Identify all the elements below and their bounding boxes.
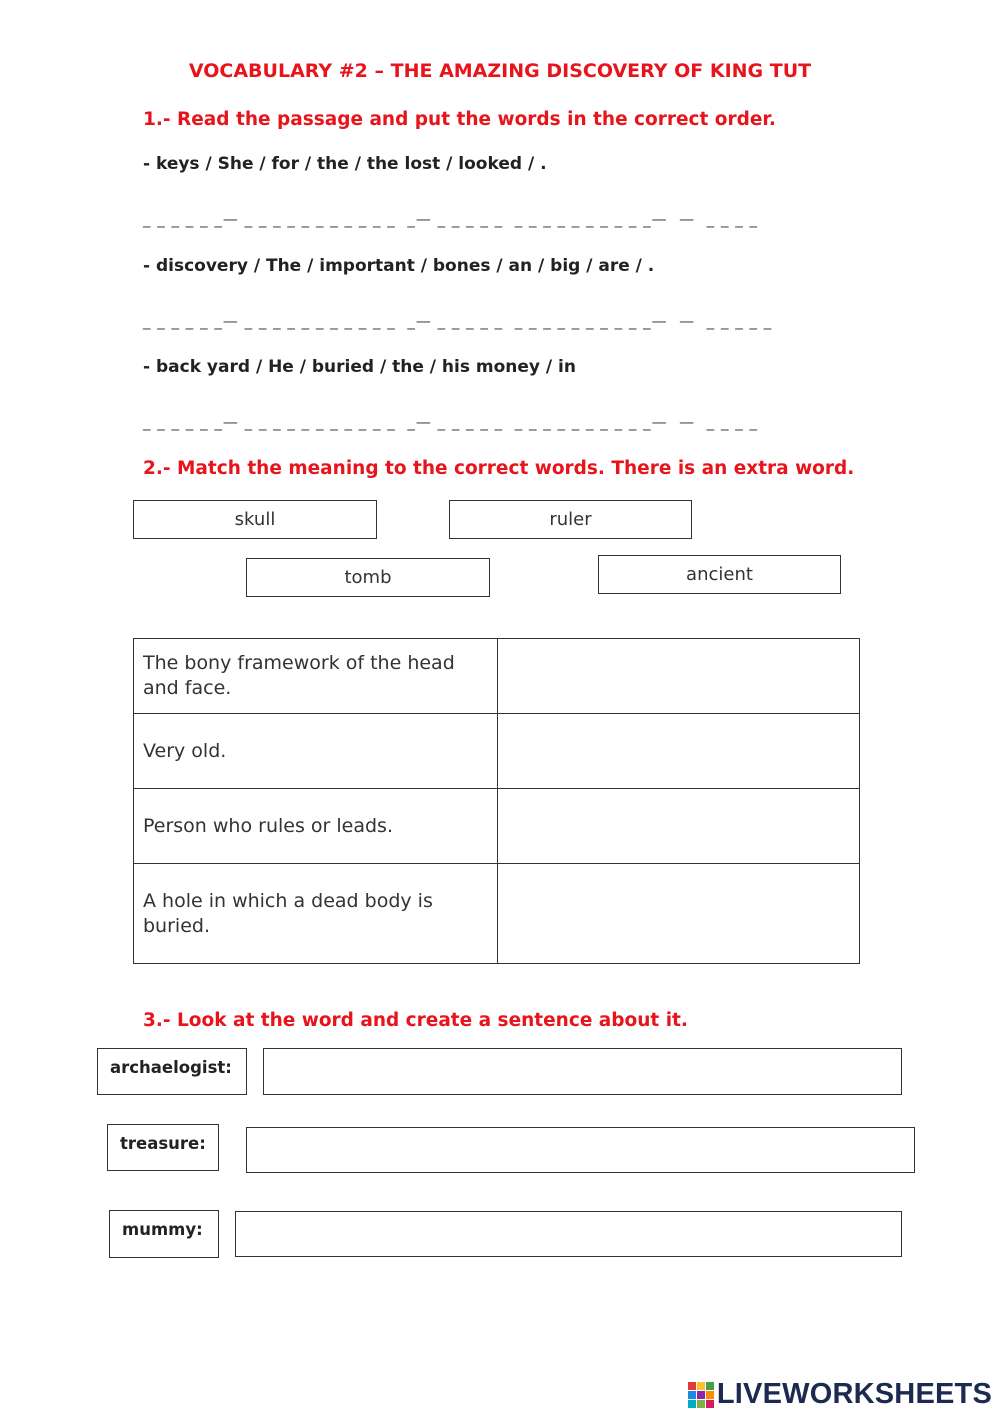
sentence-input-archaelogist[interactable] — [263, 1048, 902, 1095]
table-row — [134, 639, 860, 714]
brand-name: LIVEWORKSHEETS — [716, 1378, 992, 1410]
word-box-tomb[interactable]: tomb — [246, 558, 490, 597]
answer-drop-cell[interactable] — [498, 789, 860, 864]
logo-square — [688, 1391, 696, 1399]
worksheet-title: VOCABULARY #2 – THE AMAZING DISCOVERY OF KING TUT — [188, 60, 812, 82]
table-row — [134, 864, 860, 964]
definition-cell: A hole in which a dead body is buried. — [134, 864, 498, 964]
word-label-treasure: treasure: — [107, 1124, 219, 1171]
sentence-input-mummy[interactable] — [235, 1211, 902, 1257]
section2-heading: 2.- Match the meaning to the correct words. There is an extra word. — [143, 458, 855, 479]
table-row — [134, 714, 860, 789]
word-box-skull[interactable]: skull — [133, 500, 377, 539]
prompt-2: - discovery / The / important / bones / an / big / are / . — [143, 256, 655, 276]
section1-heading: 1.- Read the passage and put the words in the correct order. — [143, 109, 776, 130]
answer-line-2[interactable]: _ _ _ _ _ _— _ _ _ _ _ _ _ _ _ _ _ _— _ _ _ _ _ _ _ _ _ _ _ _ _ _ _— — _ _ _ _ _ — [143, 312, 773, 330]
word-box-ancient[interactable]: ancient — [598, 555, 841, 594]
word-label-archaelogist: archaelogist: — [97, 1048, 247, 1095]
definition-cell: Very old. — [134, 714, 498, 789]
liveworksheets-logo — [688, 1378, 992, 1411]
definition-cell: Person who rules or leads. — [134, 789, 498, 864]
answer-line-3[interactable]: _ _ _ _ _ _— _ _ _ _ _ _ _ _ _ _ _ _— _ _ _ _ _ _ _ _ _ _ _ _ _ _ _— — _ _ _ _ — [143, 413, 758, 431]
logo-grid-icon — [688, 1382, 714, 1408]
logo-square — [706, 1382, 714, 1390]
section3-heading: 3.- Look at the word and create a sentence about it. — [143, 1010, 688, 1031]
logo-square — [706, 1400, 714, 1408]
answer-drop-cell[interactable] — [498, 714, 860, 789]
word-box-ruler[interactable]: ruler — [449, 500, 692, 539]
sentence-input-treasure[interactable] — [246, 1127, 915, 1173]
logo-square — [688, 1400, 696, 1408]
prompt-1: - keys / She / for / the / the lost / looked / . — [143, 154, 547, 174]
prompt-3: - back yard / He / buried / the / his money / in — [143, 357, 576, 377]
word-label-mummy: mummy: — [109, 1210, 219, 1258]
logo-square — [688, 1382, 696, 1390]
matching-table — [133, 638, 860, 964]
logo-square — [706, 1391, 714, 1399]
logo-square — [697, 1391, 705, 1399]
answer-drop-cell[interactable] — [498, 864, 860, 964]
logo-square — [697, 1400, 705, 1408]
definition-cell: The bony framework of the head and face. — [134, 639, 498, 714]
answer-drop-cell[interactable] — [498, 639, 860, 714]
logo-square — [697, 1382, 705, 1390]
table-row — [134, 789, 860, 864]
answer-line-1[interactable]: _ _ _ _ _ _— _ _ _ _ _ _ _ _ _ _ _ _— _ _ _ _ _ _ _ _ _ _ _ _ _ _ _— — _ _ _ _ — [143, 210, 758, 228]
